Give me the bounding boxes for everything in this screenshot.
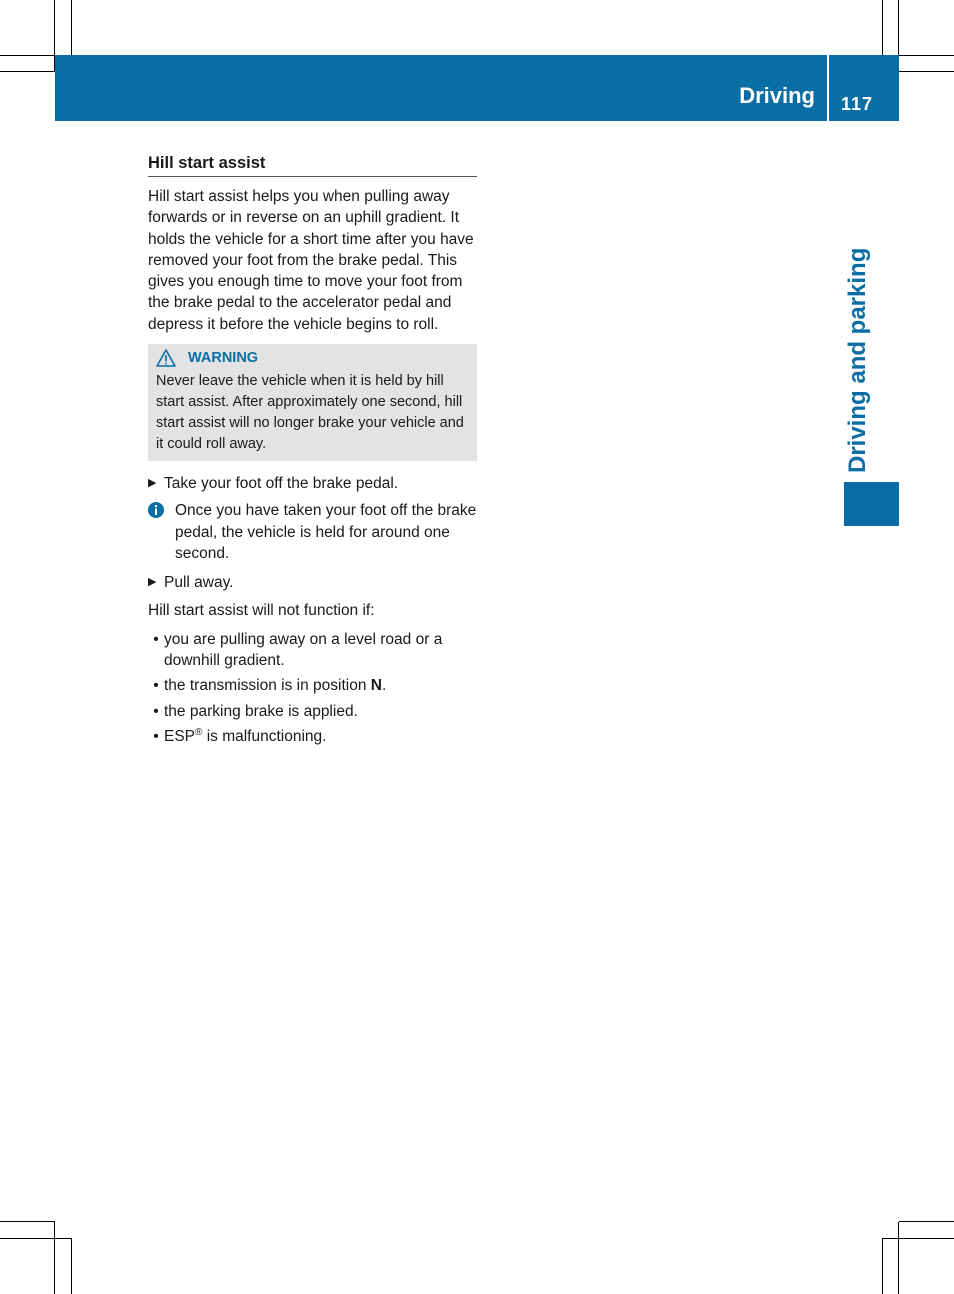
list-item-text-part: the transmission is in position: [164, 677, 371, 695]
main-content: [148, 152, 477, 751]
page-number: 117: [841, 94, 874, 114]
list-item: [148, 629, 477, 672]
list-item-text: you are pulling away on a level road or a downhill gradient.: [164, 630, 443, 670]
crop-mark: [0, 1238, 71, 1239]
list-item-text: the parking brake is applied.: [164, 702, 358, 720]
list-item-text: [164, 675, 386, 696]
info-text: Once you have taken your foot off the brake pedal, the vehicle is held for around one second.: [175, 502, 477, 562]
list-item: [148, 726, 477, 747]
list-item: [148, 701, 477, 722]
step-text: Take your foot off the brake pedal.: [164, 475, 399, 493]
bullet-dot: •: [153, 677, 159, 695]
list-item-text: [164, 726, 326, 747]
crop-mark: [71, 1238, 72, 1294]
step-text: Pull away.: [164, 574, 234, 592]
warning-text: Never leave the vehicle when it is held by hill start assist. After approximately one second, hill start assist will no longer brake your vehicle and it could roll away.: [156, 373, 464, 453]
chapter-tab-marker: [844, 482, 899, 526]
conditions-intro: Hill start assist will not function if:: [148, 601, 375, 619]
crop-mark: [882, 1238, 883, 1294]
step-arrow-icon: ▶: [148, 477, 157, 490]
warning-label: WARNING: [188, 350, 259, 367]
info-note: [148, 500, 477, 564]
list-item-text-part: .: [381, 677, 387, 695]
bullet-dot: •: [153, 630, 159, 648]
crop-mark: [899, 71, 954, 72]
crop-mark: [898, 1222, 899, 1294]
crop-mark: [882, 1238, 954, 1239]
bullet-dot: •: [153, 702, 159, 720]
crop-mark: [0, 71, 55, 72]
crop-mark: [71, 0, 72, 55]
page-header: [55, 55, 899, 121]
gear-position: N: [370, 677, 382, 695]
crop-mark: [0, 55, 55, 56]
instruction-step: [148, 473, 477, 494]
list-item-text-part: is malfunctioning.: [202, 728, 327, 746]
step-arrow-icon: ▶: [148, 576, 157, 589]
warning-heading: [156, 348, 469, 368]
crop-mark: [899, 55, 954, 56]
intro-paragraph: Hill start assist helps you when pulling away forwards or in reverse on an uphill gradient. It holds the vehicle for a short time after you have removed your foot from the brake pedal. This gives you enough time to move your foot from the brake pedal to the accelerator pedal and depress it before the vehicle begins to roll.: [148, 188, 474, 333]
warning-triangle-icon: [156, 349, 176, 367]
crop-mark: [899, 1221, 954, 1222]
chapter-tab-label: Driving and parking: [844, 247, 871, 473]
section-title: Hill start assist: [148, 152, 477, 177]
bullet-dot: •: [153, 728, 159, 746]
registered-mark: ®: [195, 726, 203, 738]
crop-mark: [0, 1221, 55, 1222]
list-item-text-part: ESP: [164, 728, 196, 746]
list-item: [148, 675, 477, 696]
instruction-step: [148, 572, 477, 593]
header-divider: [827, 55, 829, 121]
info-icon: [148, 502, 164, 518]
crop-mark: [882, 0, 883, 55]
crop-mark: [54, 1222, 55, 1294]
header-section-title: Driving: [739, 83, 815, 108]
warning-box: [148, 344, 477, 461]
